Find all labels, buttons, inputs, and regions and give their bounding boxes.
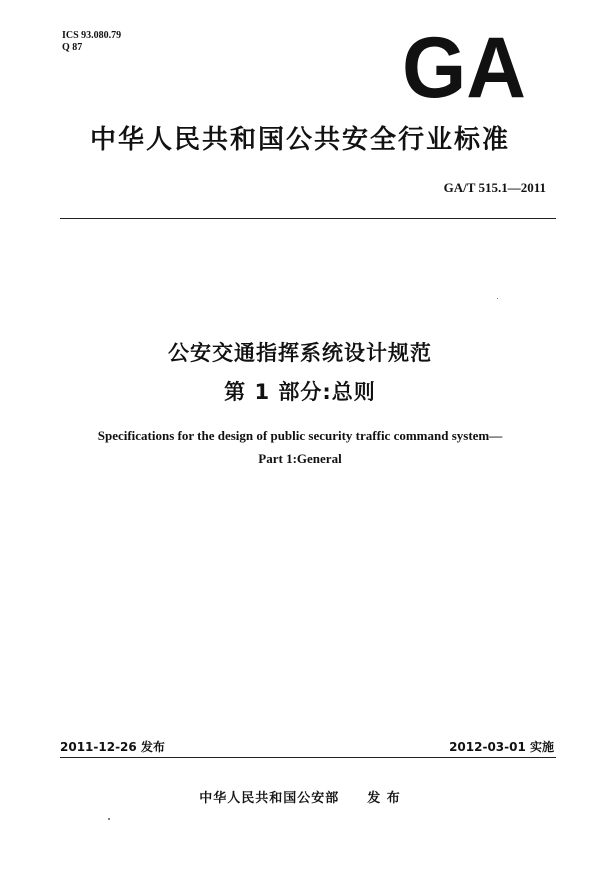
ccs-code: Q 87 (62, 42, 83, 53)
english-title-line-1: Specifications for the design of public security traffic command system— (97, 428, 503, 443)
ga-logo (400, 27, 528, 103)
english-title-line-2: Part 1:General (258, 451, 342, 466)
top-divider (60, 218, 556, 219)
issuer-action: 发 布 (367, 791, 401, 806)
classification-codes (62, 30, 121, 54)
implementation-date: 2012-03-01 实施 (449, 740, 554, 754)
bottom-divider (60, 757, 556, 758)
ga-logo-text: GA (402, 27, 526, 103)
chinese-title-line-2: 第 1 部分:总则 (224, 380, 376, 404)
issuing-body-title: 中华人民共和国公共安全行业标准 (89, 125, 510, 155)
issuer-name: 中华人民共和国公安部 (199, 791, 340, 806)
scan-speck (497, 298, 498, 299)
ics-code: ICS 93.080.79 (62, 30, 122, 41)
standard-number: GA/T 515.1—2011 (443, 180, 546, 195)
chinese-title-line-1: 公安交通指挥系统设计规范 (168, 341, 432, 365)
scan-speck (108, 818, 110, 820)
issuer-line (0, 787, 600, 806)
issue-date: 2011-12-26 发布 (60, 740, 165, 754)
